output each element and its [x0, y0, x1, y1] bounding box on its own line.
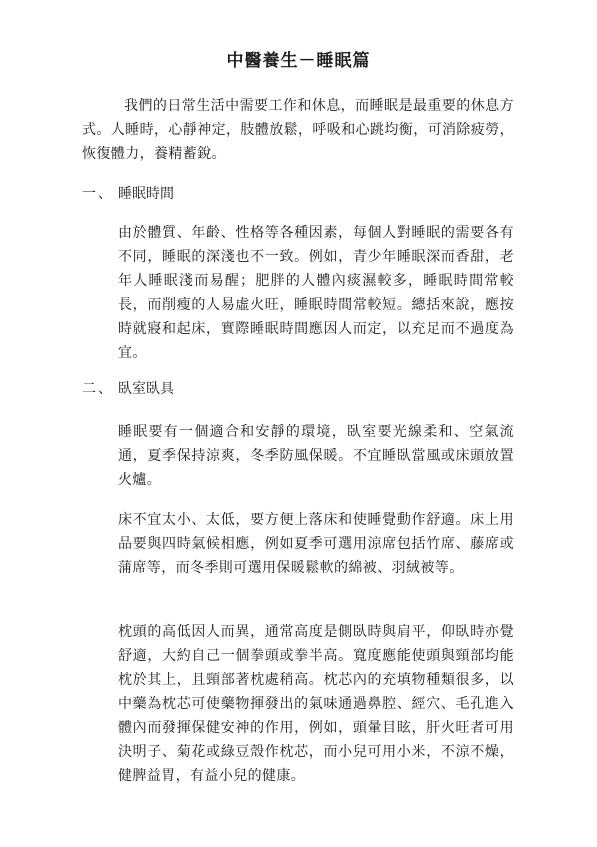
- paragraph-pillow: 枕頭的高低因人而異，通常高度是側臥時與肩平，仰臥時亦覺舒適，大約自己一個拳頭或拳半高。寬度應能使頭與頸部均能枕於其上，且頸部著枕處稍高。枕芯內的充填物種類很多，以中藥為枕芯可使藥物揮發出的氣味通過鼻腔、經穴、毛孔進入體內而發揮保健安神的作用，例如，頭暈目眩，肝火旺者可用決明子、菊花或綠豆殼作枕芯，而小兒可用小米，不涼不燥，健脾益胃，有益小兒的健康。: [118, 624, 514, 784]
- section-number: 二、: [82, 381, 114, 397]
- paragraph-bedroom-environment: 睡眠要有一個適合和安靜的環境，臥室要光線柔和、空氣流通，夏季保持涼爽，冬季防風保暖。不宜睡臥當風或床頭放置火爐。: [118, 424, 514, 488]
- document-title: 中醫養生－睡眠篇: [226, 51, 371, 71]
- intro-paragraph: 我們的日常生活中需要工作和休息，而睡眠是最重要的休息方式。人睡時，心靜神定，肢體放鬆，呼吸和心跳均衡，可消除疲勞，恢復體力，養精蓄銳。: [82, 98, 514, 162]
- section-number: 一、: [82, 186, 114, 202]
- paragraph-bed: 床不宜太小、太低，要方便上落床和使睡覺動作舒適。床上用品要與四時氣候相應，例如夏季可選用涼席包括竹席、藤席或蒲席等，而冬季則可選用保暖鬆軟的綿被、羽絨被等。: [118, 512, 514, 576]
- section-title: 臥室臥具: [118, 381, 174, 397]
- section-heading-sleep-time: [82, 183, 174, 205]
- paragraph-sleep-time: 由於體質、年齡、性格等各種因素，每個人對睡眠的需要各有不同，睡眠的深淺也不一致。例如，青少年睡眠深而香甜，老年人睡眠淺而易醒；肥胖的人體內痰濕較多，睡眠時間常較長，而削瘦的人易虛火旺，睡眠時間常較短。總括來說，應按時就寢和起床，實際睡眠時間應因人而定，以充足而不過度為宜。: [118, 225, 514, 361]
- section-heading-bedroom: [82, 378, 174, 400]
- section-title: 睡眠時間: [118, 186, 174, 202]
